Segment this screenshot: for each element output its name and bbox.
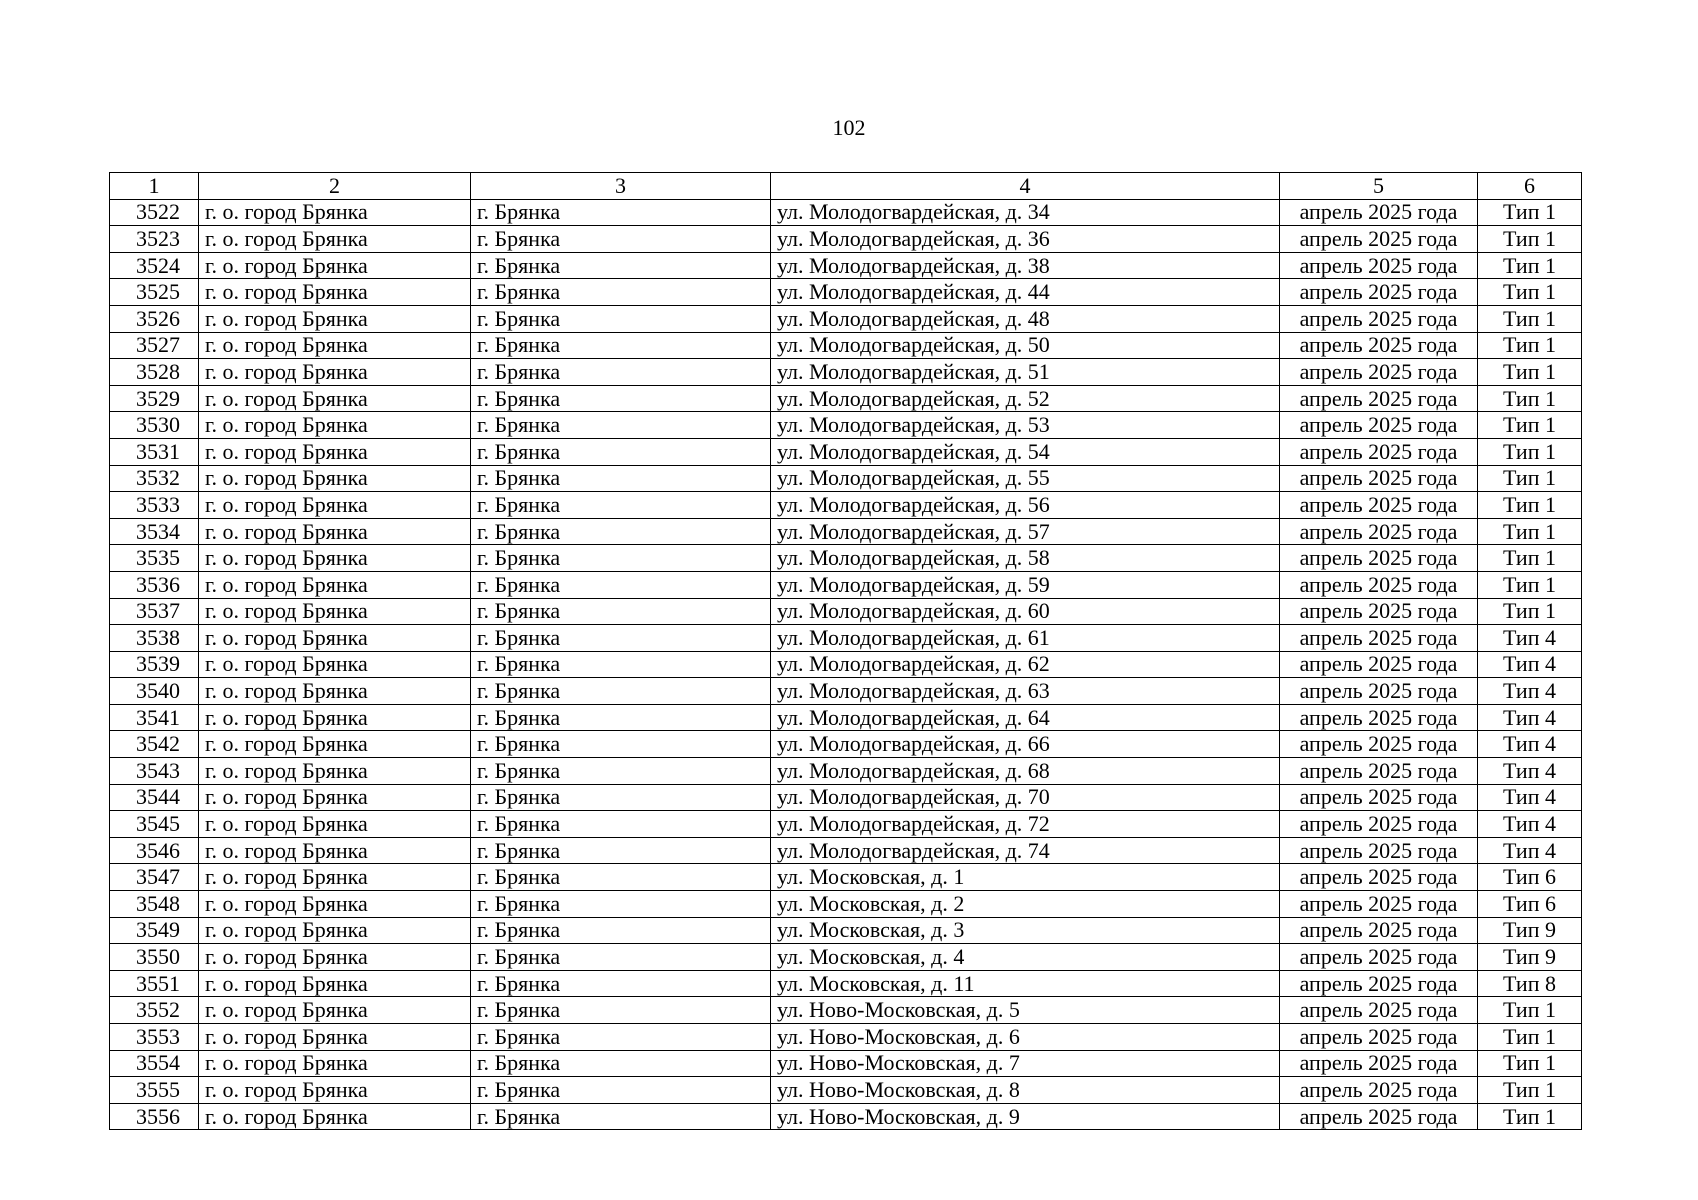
district-cell: г. о. город Брянка <box>199 199 471 226</box>
table-row <box>110 651 1582 678</box>
row-number: 3545 <box>110 811 199 838</box>
type-cell: Тип 1 <box>1478 412 1582 439</box>
type-cell: Тип 1 <box>1478 305 1582 332</box>
district-cell: г. о. город Брянка <box>199 226 471 253</box>
address-cell: ул. Ново-Московская, д. 8 <box>771 1077 1280 1104</box>
table-row <box>110 1103 1582 1130</box>
type-cell: Тип 4 <box>1478 837 1582 864</box>
type-cell: Тип 4 <box>1478 678 1582 705</box>
table-row <box>110 891 1582 918</box>
date-cell: апрель 2025 года <box>1280 252 1478 279</box>
type-cell: Тип 1 <box>1478 279 1582 306</box>
type-cell: Тип 1 <box>1478 226 1582 253</box>
district-cell: г. о. город Брянка <box>199 1077 471 1104</box>
table-row <box>110 731 1582 758</box>
address-cell: ул. Московская, д. 2 <box>771 891 1280 918</box>
district-cell: г. о. город Брянка <box>199 625 471 652</box>
city-cell: г. Брянка <box>471 385 771 412</box>
city-cell: г. Брянка <box>471 917 771 944</box>
row-number: 3550 <box>110 944 199 971</box>
table-row <box>110 917 1582 944</box>
date-cell: апрель 2025 года <box>1280 545 1478 572</box>
date-cell: апрель 2025 года <box>1280 305 1478 332</box>
date-cell: апрель 2025 года <box>1280 412 1478 439</box>
city-cell: г. Брянка <box>471 837 771 864</box>
district-cell: г. о. город Брянка <box>199 704 471 731</box>
table-row <box>110 438 1582 465</box>
city-cell: г. Брянка <box>471 1077 771 1104</box>
city-cell: г. Брянка <box>471 651 771 678</box>
address-cell: ул. Молодогвардейская, д. 70 <box>771 784 1280 811</box>
type-cell: Тип 1 <box>1478 252 1582 279</box>
city-cell: г. Брянка <box>471 758 771 785</box>
type-cell: Тип 1 <box>1478 438 1582 465</box>
type-cell: Тип 4 <box>1478 784 1582 811</box>
type-cell: Тип 1 <box>1478 1024 1582 1051</box>
type-cell: Тип 1 <box>1478 997 1582 1024</box>
date-cell: апрель 2025 года <box>1280 492 1478 519</box>
district-cell: г. о. город Брянка <box>199 811 471 838</box>
row-number: 3540 <box>110 678 199 705</box>
table-row <box>110 784 1582 811</box>
type-cell: Тип 6 <box>1478 864 1582 891</box>
district-cell: г. о. город Брянка <box>199 279 471 306</box>
district-cell: г. о. город Брянка <box>199 1024 471 1051</box>
table-row <box>110 837 1582 864</box>
city-cell: г. Брянка <box>471 1024 771 1051</box>
city-cell: г. Брянка <box>471 571 771 598</box>
date-cell: апрель 2025 года <box>1280 625 1478 652</box>
table-row <box>110 625 1582 652</box>
type-cell: Тип 1 <box>1478 199 1582 226</box>
address-cell: ул. Ново-Московская, д. 5 <box>771 997 1280 1024</box>
row-number: 3530 <box>110 412 199 439</box>
district-cell: г. о. город Брянка <box>199 917 471 944</box>
address-cell: ул. Молодогвардейская, д. 55 <box>771 465 1280 492</box>
address-cell: ул. Молодогвардейская, д. 54 <box>771 438 1280 465</box>
table-row <box>110 199 1582 226</box>
table-row <box>110 678 1582 705</box>
row-number: 3534 <box>110 518 199 545</box>
row-number: 3526 <box>110 305 199 332</box>
city-cell: г. Брянка <box>471 598 771 625</box>
address-cell: ул. Ново-Московская, д. 6 <box>771 1024 1280 1051</box>
column-header: 6 <box>1478 173 1582 200</box>
row-number: 3525 <box>110 279 199 306</box>
table-row <box>110 758 1582 785</box>
address-cell: ул. Ново-Московская, д. 9 <box>771 1103 1280 1130</box>
district-cell: г. о. город Брянка <box>199 784 471 811</box>
city-cell: г. Брянка <box>471 731 771 758</box>
type-cell: Тип 1 <box>1478 332 1582 359</box>
column-header: 1 <box>110 173 199 200</box>
address-cell: ул. Молодогвардейская, д. 58 <box>771 545 1280 572</box>
date-cell: апрель 2025 года <box>1280 571 1478 598</box>
date-cell: апрель 2025 года <box>1280 678 1478 705</box>
table-row <box>110 970 1582 997</box>
date-cell: апрель 2025 года <box>1280 1077 1478 1104</box>
city-cell: г. Брянка <box>471 811 771 838</box>
date-cell: апрель 2025 года <box>1280 704 1478 731</box>
table-row <box>110 518 1582 545</box>
city-cell: г. Брянка <box>471 970 771 997</box>
city-cell: г. Брянка <box>471 199 771 226</box>
district-cell: г. о. город Брянка <box>199 438 471 465</box>
city-cell: г. Брянка <box>471 944 771 971</box>
row-number: 3551 <box>110 970 199 997</box>
type-cell: Тип 4 <box>1478 625 1582 652</box>
column-header: 5 <box>1280 173 1478 200</box>
type-cell: Тип 1 <box>1478 545 1582 572</box>
district-cell: г. о. город Брянка <box>199 359 471 386</box>
district-cell: г. о. город Брянка <box>199 1103 471 1130</box>
address-cell: ул. Молодогвардейская, д. 53 <box>771 412 1280 439</box>
city-cell: г. Брянка <box>471 864 771 891</box>
district-cell: г. о. город Брянка <box>199 651 471 678</box>
address-cell: ул. Молодогвардейская, д. 68 <box>771 758 1280 785</box>
row-number: 3522 <box>110 199 199 226</box>
district-cell: г. о. город Брянка <box>199 385 471 412</box>
table-row <box>110 332 1582 359</box>
table-row <box>110 545 1582 572</box>
date-cell: апрель 2025 года <box>1280 279 1478 306</box>
district-cell: г. о. город Брянка <box>199 518 471 545</box>
date-cell: апрель 2025 года <box>1280 518 1478 545</box>
date-cell: апрель 2025 года <box>1280 837 1478 864</box>
row-number: 3555 <box>110 1077 199 1104</box>
city-cell: г. Брянка <box>471 492 771 519</box>
date-cell: апрель 2025 года <box>1280 811 1478 838</box>
address-cell: ул. Московская, д. 11 <box>771 970 1280 997</box>
row-number: 3531 <box>110 438 199 465</box>
table-row <box>110 492 1582 519</box>
address-cell: ул. Молодогвардейская, д. 51 <box>771 359 1280 386</box>
row-number: 3542 <box>110 731 199 758</box>
date-cell: апрель 2025 года <box>1280 465 1478 492</box>
date-cell: апрель 2025 года <box>1280 651 1478 678</box>
address-cell: ул. Молодогвардейская, д. 74 <box>771 837 1280 864</box>
city-cell: г. Брянка <box>471 305 771 332</box>
row-number: 3529 <box>110 385 199 412</box>
date-cell: апрель 2025 года <box>1280 944 1478 971</box>
type-cell: Тип 4 <box>1478 651 1582 678</box>
city-cell: г. Брянка <box>471 891 771 918</box>
district-cell: г. о. город Брянка <box>199 332 471 359</box>
type-cell: Тип 1 <box>1478 1103 1582 1130</box>
district-cell: г. о. город Брянка <box>199 598 471 625</box>
table-row <box>110 997 1582 1024</box>
district-cell: г. о. город Брянка <box>199 465 471 492</box>
row-number: 3539 <box>110 651 199 678</box>
date-cell: апрель 2025 года <box>1280 1024 1478 1051</box>
row-number: 3552 <box>110 997 199 1024</box>
date-cell: апрель 2025 года <box>1280 438 1478 465</box>
table-row <box>110 359 1582 386</box>
row-number: 3554 <box>110 1050 199 1077</box>
address-cell: ул. Московская, д. 3 <box>771 917 1280 944</box>
city-cell: г. Брянка <box>471 784 771 811</box>
address-cell: ул. Молодогвардейская, д. 63 <box>771 678 1280 705</box>
date-cell: апрель 2025 года <box>1280 1103 1478 1130</box>
district-cell: г. о. город Брянка <box>199 864 471 891</box>
district-cell: г. о. город Брянка <box>199 758 471 785</box>
row-number: 3547 <box>110 864 199 891</box>
city-cell: г. Брянка <box>471 332 771 359</box>
table-row <box>110 1077 1582 1104</box>
city-cell: г. Брянка <box>471 545 771 572</box>
table-row <box>110 598 1582 625</box>
row-number: 3537 <box>110 598 199 625</box>
type-cell: Тип 6 <box>1478 891 1582 918</box>
row-number: 3541 <box>110 704 199 731</box>
table-row <box>110 279 1582 306</box>
type-cell: Тип 4 <box>1478 758 1582 785</box>
row-number: 3549 <box>110 917 199 944</box>
date-cell: апрель 2025 года <box>1280 385 1478 412</box>
address-cell: ул. Молодогвардейская, д. 64 <box>771 704 1280 731</box>
column-header: 3 <box>471 173 771 200</box>
date-cell: апрель 2025 года <box>1280 917 1478 944</box>
city-cell: г. Брянка <box>471 359 771 386</box>
city-cell: г. Брянка <box>471 465 771 492</box>
type-cell: Тип 1 <box>1478 1050 1582 1077</box>
row-number: 3528 <box>110 359 199 386</box>
type-cell: Тип 4 <box>1478 731 1582 758</box>
city-cell: г. Брянка <box>471 438 771 465</box>
table-row <box>110 944 1582 971</box>
address-cell: ул. Молодогвардейская, д. 34 <box>771 199 1280 226</box>
address-cell: ул. Молодогвардейская, д. 61 <box>771 625 1280 652</box>
table-row <box>110 811 1582 838</box>
city-cell: г. Брянка <box>471 1050 771 1077</box>
district-cell: г. о. город Брянка <box>199 305 471 332</box>
address-cell: ул. Молодогвардейская, д. 38 <box>771 252 1280 279</box>
table-row <box>110 1024 1582 1051</box>
address-cell: ул. Молодогвардейская, д. 52 <box>771 385 1280 412</box>
district-cell: г. о. город Брянка <box>199 545 471 572</box>
table-row <box>110 465 1582 492</box>
date-cell: апрель 2025 года <box>1280 598 1478 625</box>
address-cell: ул. Московская, д. 1 <box>771 864 1280 891</box>
row-number: 3536 <box>110 571 199 598</box>
city-cell: г. Брянка <box>471 518 771 545</box>
address-cell: ул. Молодогвардейская, д. 57 <box>771 518 1280 545</box>
table-row <box>110 305 1582 332</box>
row-number: 3543 <box>110 758 199 785</box>
date-cell: апрель 2025 года <box>1280 1050 1478 1077</box>
row-number: 3523 <box>110 226 199 253</box>
date-cell: апрель 2025 года <box>1280 226 1478 253</box>
address-cell: ул. Молодогвардейская, д. 44 <box>771 279 1280 306</box>
row-number: 3544 <box>110 784 199 811</box>
address-cell: ул. Молодогвардейская, д. 62 <box>771 651 1280 678</box>
row-number: 3553 <box>110 1024 199 1051</box>
table-body <box>110 173 1582 1130</box>
date-cell: апрель 2025 года <box>1280 199 1478 226</box>
table-row <box>110 412 1582 439</box>
district-cell: г. о. город Брянка <box>199 731 471 758</box>
address-cell: ул. Молодогвардейская, д. 60 <box>771 598 1280 625</box>
district-cell: г. о. город Брянка <box>199 492 471 519</box>
address-cell: ул. Молодогвардейская, д. 50 <box>771 332 1280 359</box>
row-number: 3535 <box>110 545 199 572</box>
city-cell: г. Брянка <box>471 226 771 253</box>
page-number: 102 <box>832 115 866 140</box>
type-cell: Тип 4 <box>1478 704 1582 731</box>
date-cell: апрель 2025 года <box>1280 864 1478 891</box>
type-cell: Тип 1 <box>1478 385 1582 412</box>
city-cell: г. Брянка <box>471 279 771 306</box>
table-row <box>110 252 1582 279</box>
type-cell: Тип 9 <box>1478 917 1582 944</box>
city-cell: г. Брянка <box>471 704 771 731</box>
row-number: 3527 <box>110 332 199 359</box>
address-cell: ул. Ново-Московская, д. 7 <box>771 1050 1280 1077</box>
type-cell: Тип 1 <box>1478 571 1582 598</box>
type-cell: Тип 1 <box>1478 518 1582 545</box>
table-row <box>110 571 1582 598</box>
district-cell: г. о. город Брянка <box>199 891 471 918</box>
district-cell: г. о. город Брянка <box>199 1050 471 1077</box>
date-cell: апрель 2025 года <box>1280 784 1478 811</box>
date-cell: апрель 2025 года <box>1280 997 1478 1024</box>
district-cell: г. о. город Брянка <box>199 970 471 997</box>
row-number: 3533 <box>110 492 199 519</box>
date-cell: апрель 2025 года <box>1280 891 1478 918</box>
district-cell: г. о. город Брянка <box>199 571 471 598</box>
type-cell: Тип 9 <box>1478 944 1582 971</box>
address-cell: ул. Молодогвардейская, д. 36 <box>771 226 1280 253</box>
type-cell: Тип 1 <box>1478 359 1582 386</box>
row-number: 3546 <box>110 837 199 864</box>
city-cell: г. Брянка <box>471 252 771 279</box>
type-cell: Тип 8 <box>1478 970 1582 997</box>
table-row <box>110 864 1582 891</box>
district-cell: г. о. город Брянка <box>199 944 471 971</box>
district-cell: г. о. город Брянка <box>199 678 471 705</box>
date-cell: апрель 2025 года <box>1280 758 1478 785</box>
data-table <box>109 172 1582 1130</box>
column-header: 4 <box>771 173 1280 200</box>
row-number: 3524 <box>110 252 199 279</box>
district-cell: г. о. город Брянка <box>199 997 471 1024</box>
type-cell: Тип 1 <box>1478 1077 1582 1104</box>
type-cell: Тип 1 <box>1478 492 1582 519</box>
date-cell: апрель 2025 года <box>1280 359 1478 386</box>
address-cell: ул. Молодогвардейская, д. 48 <box>771 305 1280 332</box>
table-row <box>110 385 1582 412</box>
address-cell: ул. Молодогвардейская, д. 72 <box>771 811 1280 838</box>
table-row <box>110 226 1582 253</box>
district-cell: г. о. город Брянка <box>199 252 471 279</box>
type-cell: Тип 4 <box>1478 811 1582 838</box>
row-number: 3532 <box>110 465 199 492</box>
city-cell: г. Брянка <box>471 1103 771 1130</box>
date-cell: апрель 2025 года <box>1280 970 1478 997</box>
address-cell: ул. Молодогвардейская, д. 59 <box>771 571 1280 598</box>
district-cell: г. о. город Брянка <box>199 412 471 439</box>
district-cell: г. о. город Брянка <box>199 837 471 864</box>
city-cell: г. Брянка <box>471 678 771 705</box>
column-header: 2 <box>199 173 471 200</box>
type-cell: Тип 1 <box>1478 465 1582 492</box>
address-cell: ул. Молодогвардейская, д. 56 <box>771 492 1280 519</box>
row-number: 3556 <box>110 1103 199 1130</box>
address-cell: ул. Московская, д. 4 <box>771 944 1280 971</box>
row-number: 3538 <box>110 625 199 652</box>
date-cell: апрель 2025 года <box>1280 731 1478 758</box>
city-cell: г. Брянка <box>471 997 771 1024</box>
table-header-row <box>110 173 1582 200</box>
type-cell: Тип 1 <box>1478 598 1582 625</box>
table-row <box>110 704 1582 731</box>
table-row <box>110 1050 1582 1077</box>
row-number: 3548 <box>110 891 199 918</box>
city-cell: г. Брянка <box>471 412 771 439</box>
address-cell: ул. Молодогвардейская, д. 66 <box>771 731 1280 758</box>
date-cell: апрель 2025 года <box>1280 332 1478 359</box>
city-cell: г. Брянка <box>471 625 771 652</box>
